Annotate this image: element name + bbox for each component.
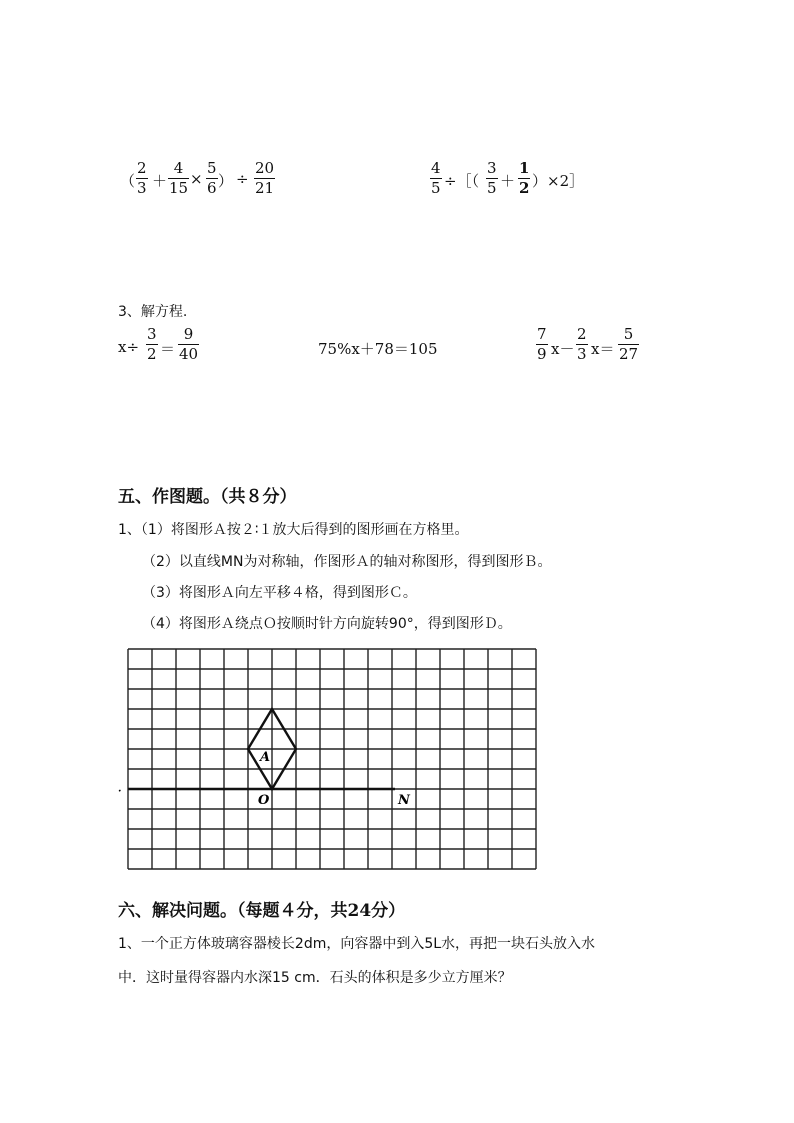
question-6-1-line-2: 中．这时量得容器内水深15 cm．石头的体积是多少立方厘米？	[118, 970, 512, 986]
fraction: 4 15	[169, 159, 189, 197]
fraction: 7 9	[537, 325, 547, 363]
times-sign: ×	[190, 170, 203, 188]
paren-close: ）	[218, 172, 234, 190]
fraction: 3 5	[487, 159, 497, 197]
eq-prefix: x÷	[118, 338, 140, 356]
question-5-3: （3）将图形Ａ向左平移４格，得到图形Ｃ。	[142, 585, 417, 601]
fraction: 3 2	[147, 325, 157, 363]
question-5-2: （2）以直线MN为对称轴，作图形Ａ的轴对称图形，得到图形Ｂ。	[142, 554, 552, 570]
equals-sign: ＝	[160, 340, 176, 358]
fraction: 5 6	[207, 159, 217, 197]
paren-open: （	[120, 172, 136, 190]
equation-2: 75%x＋78＝105	[318, 340, 438, 358]
question-5-1: 1、（1）将图形Ａ按２∶１放大后得到的图形画在方格里。	[118, 522, 469, 538]
section-5-title: 五、作图题。（共８分）	[118, 487, 297, 507]
plus-sign: ＋	[152, 172, 168, 190]
label-o: O	[258, 793, 270, 808]
question-5-4: （4）将图形Ａ绕点Ｏ按顺时针方向旋转90°，得到图形Ｄ。	[142, 616, 512, 632]
fraction: 20 21	[255, 159, 275, 197]
fraction: 5 27	[619, 325, 639, 363]
fraction: 9 40	[179, 325, 199, 363]
fraction: 2 3	[577, 325, 587, 363]
label-m: ·	[118, 786, 122, 797]
plus-sign: ＋	[500, 172, 516, 190]
square-grid	[118, 640, 548, 874]
eq-mid: x－	[551, 340, 575, 358]
bracket-tail: ）×2］	[532, 172, 585, 190]
section-3-title: 3、解方程.	[118, 304, 188, 320]
grid-lines	[128, 649, 536, 869]
section-6-title: 六、解决问题。（每题４分，共24分）	[118, 901, 406, 921]
question-6-1-line-1: 1、一个正方体玻璃容器棱长2dm，向容器中到入5L水，再把一块石头放入水	[118, 936, 596, 952]
div-bracket: ÷［（	[444, 172, 480, 190]
label-n: N	[398, 793, 410, 808]
fraction: 4 5	[431, 159, 441, 197]
fraction: 2 3	[137, 159, 147, 197]
label-a: A	[260, 750, 271, 765]
div-sign: ÷	[236, 170, 249, 188]
fraction: 1 2	[519, 159, 530, 197]
eq-post: x＝	[591, 340, 615, 358]
